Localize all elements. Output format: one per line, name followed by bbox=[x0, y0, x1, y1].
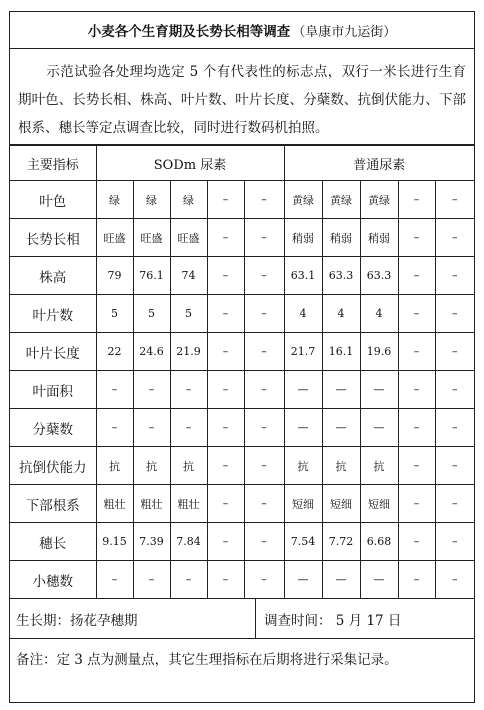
row-label: 株高 bbox=[10, 257, 96, 295]
common-cell: 6.68 bbox=[360, 523, 398, 561]
row-label: 分蘖数 bbox=[10, 409, 96, 447]
sodm-cell: – bbox=[207, 447, 244, 485]
table-row bbox=[10, 523, 474, 561]
header-common-urea: 普通尿素 bbox=[284, 146, 474, 181]
sodm-cell: – bbox=[170, 561, 207, 599]
sodm-cell: – bbox=[96, 371, 133, 409]
sodm-cell: 7.84 bbox=[170, 523, 207, 561]
common-cell: 黄绿 bbox=[360, 181, 398, 219]
common-cell: 黄绿 bbox=[322, 181, 360, 219]
common-cell: 63.3 bbox=[322, 257, 360, 295]
common-cell: – bbox=[398, 181, 435, 219]
common-cell: 19.6 bbox=[360, 333, 398, 371]
table-row bbox=[10, 409, 474, 447]
sodm-cell: 绿 bbox=[96, 181, 133, 219]
sodm-cell: – bbox=[207, 181, 244, 219]
survey-date: 调查时间： 5 月 17 日 bbox=[264, 612, 402, 629]
sodm-cell: – bbox=[207, 485, 244, 523]
common-cell: 4 bbox=[360, 295, 398, 333]
sodm-cell: 9.15 bbox=[96, 523, 133, 561]
common-cell: – bbox=[435, 561, 474, 599]
header-sodm-urea: SODm 尿素 bbox=[96, 146, 284, 181]
common-cell: — bbox=[360, 409, 398, 447]
sodm-cell: 79 bbox=[96, 257, 133, 295]
sodm-cell: – bbox=[244, 447, 284, 485]
sodm-cell: 74 bbox=[170, 257, 207, 295]
sodm-cell: 旺盛 bbox=[133, 219, 170, 257]
common-cell: – bbox=[435, 333, 474, 371]
row-label: 长势长相 bbox=[10, 219, 96, 257]
common-cell: 短细 bbox=[360, 485, 398, 523]
sodm-cell: 21.9 bbox=[170, 333, 207, 371]
sodm-cell: 绿 bbox=[133, 181, 170, 219]
sodm-cell: 24.6 bbox=[133, 333, 170, 371]
growth-stage: 生长期：扬花孕穗期 bbox=[10, 599, 256, 638]
sodm-cell: 5 bbox=[170, 295, 207, 333]
footer-row bbox=[10, 599, 474, 639]
common-cell: — bbox=[322, 409, 360, 447]
table-row bbox=[10, 295, 474, 333]
common-cell: – bbox=[398, 409, 435, 447]
sodm-cell: – bbox=[207, 295, 244, 333]
sodm-cell: – bbox=[244, 219, 284, 257]
common-cell: 4 bbox=[284, 295, 322, 333]
common-cell: — bbox=[284, 409, 322, 447]
common-cell: – bbox=[398, 371, 435, 409]
survey-table bbox=[10, 145, 474, 599]
sodm-cell: – bbox=[207, 409, 244, 447]
common-cell: – bbox=[435, 485, 474, 523]
row-label: 叶面积 bbox=[10, 371, 96, 409]
common-cell: — bbox=[322, 561, 360, 599]
sodm-cell: – bbox=[170, 409, 207, 447]
common-cell: — bbox=[284, 371, 322, 409]
table-row bbox=[10, 371, 474, 409]
common-cell: — bbox=[284, 561, 322, 599]
sodm-cell: – bbox=[244, 523, 284, 561]
common-cell: 稍弱 bbox=[322, 219, 360, 257]
sodm-cell: – bbox=[244, 409, 284, 447]
page-title: 小麦各个生育期及长势长相等调查 bbox=[87, 24, 291, 40]
sodm-cell: 抗 bbox=[133, 447, 170, 485]
sodm-cell: – bbox=[133, 561, 170, 599]
sodm-cell: 22 bbox=[96, 333, 133, 371]
sodm-cell: 5 bbox=[133, 295, 170, 333]
sodm-cell: 旺盛 bbox=[170, 219, 207, 257]
row-label: 叶片数 bbox=[10, 295, 96, 333]
table-header-row bbox=[10, 146, 474, 181]
sodm-cell: – bbox=[244, 561, 284, 599]
common-cell: 稍弱 bbox=[360, 219, 398, 257]
sodm-cell: – bbox=[244, 295, 284, 333]
common-cell: – bbox=[435, 295, 474, 333]
row-label: 抗倒伏能力 bbox=[10, 447, 96, 485]
sodm-cell: – bbox=[207, 333, 244, 371]
table-row bbox=[10, 561, 474, 599]
sodm-cell: – bbox=[207, 523, 244, 561]
common-cell: – bbox=[398, 219, 435, 257]
common-cell: – bbox=[435, 447, 474, 485]
common-cell: 抗 bbox=[322, 447, 360, 485]
survey-sheet bbox=[9, 11, 475, 703]
common-cell: 7.54 bbox=[284, 523, 322, 561]
sodm-cell: – bbox=[244, 257, 284, 295]
common-cell: 抗 bbox=[284, 447, 322, 485]
common-cell: – bbox=[398, 295, 435, 333]
common-cell: – bbox=[435, 181, 474, 219]
row-label: 下部根系 bbox=[10, 485, 96, 523]
table-row bbox=[10, 447, 474, 485]
sodm-cell: 76.1 bbox=[133, 257, 170, 295]
sodm-cell: – bbox=[96, 561, 133, 599]
common-cell: – bbox=[398, 523, 435, 561]
row-label: 叶片长度 bbox=[10, 333, 96, 371]
sodm-cell: 粗壮 bbox=[170, 485, 207, 523]
common-cell: — bbox=[322, 371, 360, 409]
common-cell: – bbox=[435, 523, 474, 561]
sodm-cell: – bbox=[207, 561, 244, 599]
common-cell: 抗 bbox=[360, 447, 398, 485]
sodm-cell: – bbox=[244, 181, 284, 219]
row-label: 叶色 bbox=[10, 181, 96, 219]
common-cell: – bbox=[435, 257, 474, 295]
row-label: 穗长 bbox=[10, 523, 96, 561]
sodm-cell: 抗 bbox=[170, 447, 207, 485]
sodm-cell: 粗壮 bbox=[96, 485, 133, 523]
common-cell: 黄绿 bbox=[284, 181, 322, 219]
title-row bbox=[10, 12, 474, 49]
common-cell: 短细 bbox=[284, 485, 322, 523]
common-cell: 4 bbox=[322, 295, 360, 333]
sodm-cell: 旺盛 bbox=[96, 219, 133, 257]
table-row bbox=[10, 219, 474, 257]
sodm-cell: 绿 bbox=[170, 181, 207, 219]
common-cell: – bbox=[398, 257, 435, 295]
sodm-cell: 抗 bbox=[96, 447, 133, 485]
common-cell: – bbox=[398, 447, 435, 485]
common-cell: 21.7 bbox=[284, 333, 322, 371]
sodm-cell: – bbox=[244, 371, 284, 409]
sodm-cell: – bbox=[207, 371, 244, 409]
sodm-cell: – bbox=[244, 333, 284, 371]
table-row bbox=[10, 257, 474, 295]
sodm-cell: – bbox=[170, 371, 207, 409]
common-cell: — bbox=[360, 561, 398, 599]
location-label: （阜康市九运街） bbox=[292, 24, 397, 40]
description-paragraph: 示范试验各处理均选定 5 个有代表性的标志点，双行一米长进行生育期叶色、长势长相、株高、叶片数、叶片长度、分蘖数、抗倒伏能力、下部根系、穗长等定点调查比较，同时进行数码机拍照。 bbox=[10, 49, 474, 145]
table-row bbox=[10, 333, 474, 371]
sodm-cell: – bbox=[133, 409, 170, 447]
sodm-cell: 7.39 bbox=[133, 523, 170, 561]
common-cell: – bbox=[435, 219, 474, 257]
sodm-cell: – bbox=[96, 409, 133, 447]
header-indicator: 主要指标 bbox=[10, 146, 96, 181]
common-cell: – bbox=[435, 371, 474, 409]
table-row bbox=[10, 181, 474, 219]
sodm-cell: 粗壮 bbox=[133, 485, 170, 523]
sodm-cell: 5 bbox=[96, 295, 133, 333]
row-label: 小穗数 bbox=[10, 561, 96, 599]
remark-note: 备注：定 3 点为测量点，其它生理指标在后期将进行采集记录。 bbox=[16, 652, 398, 668]
sodm-cell: – bbox=[207, 257, 244, 295]
common-cell: – bbox=[398, 333, 435, 371]
common-cell: 63.3 bbox=[360, 257, 398, 295]
common-cell: – bbox=[435, 409, 474, 447]
common-cell: 稍弱 bbox=[284, 219, 322, 257]
common-cell: – bbox=[398, 485, 435, 523]
common-cell: 短细 bbox=[322, 485, 360, 523]
common-cell: 16.1 bbox=[322, 333, 360, 371]
sodm-cell: – bbox=[244, 485, 284, 523]
common-cell: — bbox=[360, 371, 398, 409]
common-cell: – bbox=[398, 561, 435, 599]
table-row bbox=[10, 485, 474, 523]
sodm-cell: – bbox=[207, 219, 244, 257]
sodm-cell: – bbox=[133, 371, 170, 409]
common-cell: 7.72 bbox=[322, 523, 360, 561]
common-cell: 63.1 bbox=[284, 257, 322, 295]
